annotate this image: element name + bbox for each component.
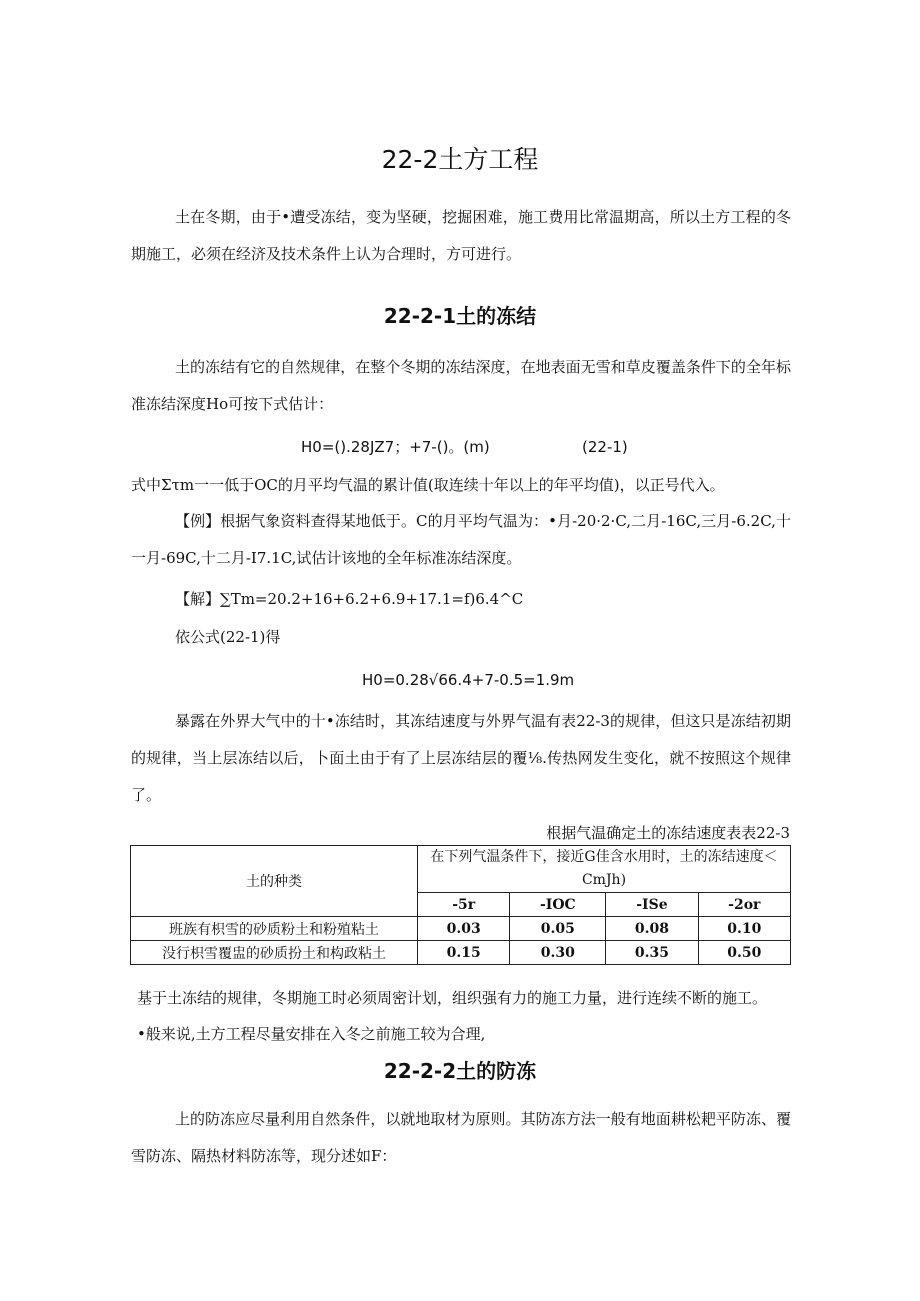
example-paragraph: 【例】根据气象资料查得某地低于。C的月平均气温为：•月-20·2·C,二月-16C,三月-6.2C,十一月-69C,十二月-I7.1C,试估计该地的全年标准冻结深度。	[131, 512, 791, 567]
intro-paragraph: 土在冬期，由于•遭受冻结，变为坚硬，挖掘困难，施工费用比常温期高，所以土方工程的冬期施工，必须在经济及技术条件上认为合理时，方可进行。	[131, 208, 791, 263]
freezing-rate-table	[130, 845, 791, 965]
section-heading-freezing: 22-2-1土的冻结	[383, 304, 537, 328]
temp-header: -ISe	[606, 893, 698, 917]
soil-name-cell: 班族有枳雪的砂质粉土和粉殖粘土	[131, 917, 418, 941]
formula-definition: 式中Στm一一低于OC的月平均气温的累计值(取连续十年以上的年平均值)，以正号代入。	[131, 476, 725, 494]
rate-cell: 0.10	[698, 917, 790, 941]
formula-number: (22-1)	[582, 438, 628, 456]
rate-cell: 0.03	[418, 917, 510, 941]
solution-line: 【解】∑Tm=20.2+16+6.2+6.9+17.1=f)6.4^C	[175, 590, 524, 608]
rate-cell: 0.35	[606, 941, 698, 965]
soil-name-cell: 没行枳雪覆盅的砂质扮土和构政粘土	[131, 941, 418, 965]
table-row	[131, 917, 791, 941]
after-table-line-2: •般来说,土方工程尽量安排在入冬之前施工较为合理,	[137, 1025, 486, 1043]
rate-cell: 0.30	[510, 941, 606, 965]
temp-header: -5r	[418, 893, 510, 917]
frost-protection-paragraph: 上的防冻应尽量利用自然条件，以就地取材为原则。其防冻方法一般有地面耕松耙平防冻、覆雪防冻、隔热材料防冻等，现分述如F：	[131, 1110, 791, 1165]
section-heading-frost-protection: 22-2-2土的防冻	[383, 1059, 537, 1083]
freezing-paragraph: 土的冻结有它的自然规律，在整个冬期的冻结深度，在地表面无雪和草皮覆盖条件下的全年标准冻结深度Ho可按下式估计：	[131, 358, 791, 413]
temp-header: -2or	[698, 893, 790, 917]
freezing-rate-paragraph: 暴露在外界大气中的十•冻结时，其冻结速度与外界气温有表22-3的规律，但这只是冻结初期的规律，当上层冻结以后，卜面土由于有了上层冻结层的覆⅛.传热网发生变化，就不按照这个规律了。	[131, 712, 791, 804]
table-caption: 根据气温确定土的冻结速度表表22-3	[546, 824, 790, 842]
rate-cell: 0.05	[510, 917, 606, 941]
header-condition: 在下列气温条件下，接近G佳含水用时，土的冻结速度＜CmJh)	[418, 846, 791, 893]
page-title: 22-2土方工程	[381, 145, 539, 174]
rate-cell: 0.50	[698, 941, 790, 965]
by-formula-line: 依公式(22-1)得	[175, 628, 281, 646]
after-table-line-1: 基于土冻结的规律，冬期施工时必须周密计划，组织强有力的施工力量，进行连续不断的施工。	[137, 989, 768, 1007]
header-soil-type: 土的种类	[131, 846, 418, 917]
depth-formula: H0=().28JZ7；+7-()。(m)	[301, 438, 490, 456]
rate-cell: 0.08	[606, 917, 698, 941]
table-row	[131, 941, 791, 965]
result-formula: H0=0.28√66.4+7-0.5=1.9m	[362, 671, 575, 689]
rate-cell: 0.15	[418, 941, 510, 965]
temp-header: -IOC	[510, 893, 606, 917]
